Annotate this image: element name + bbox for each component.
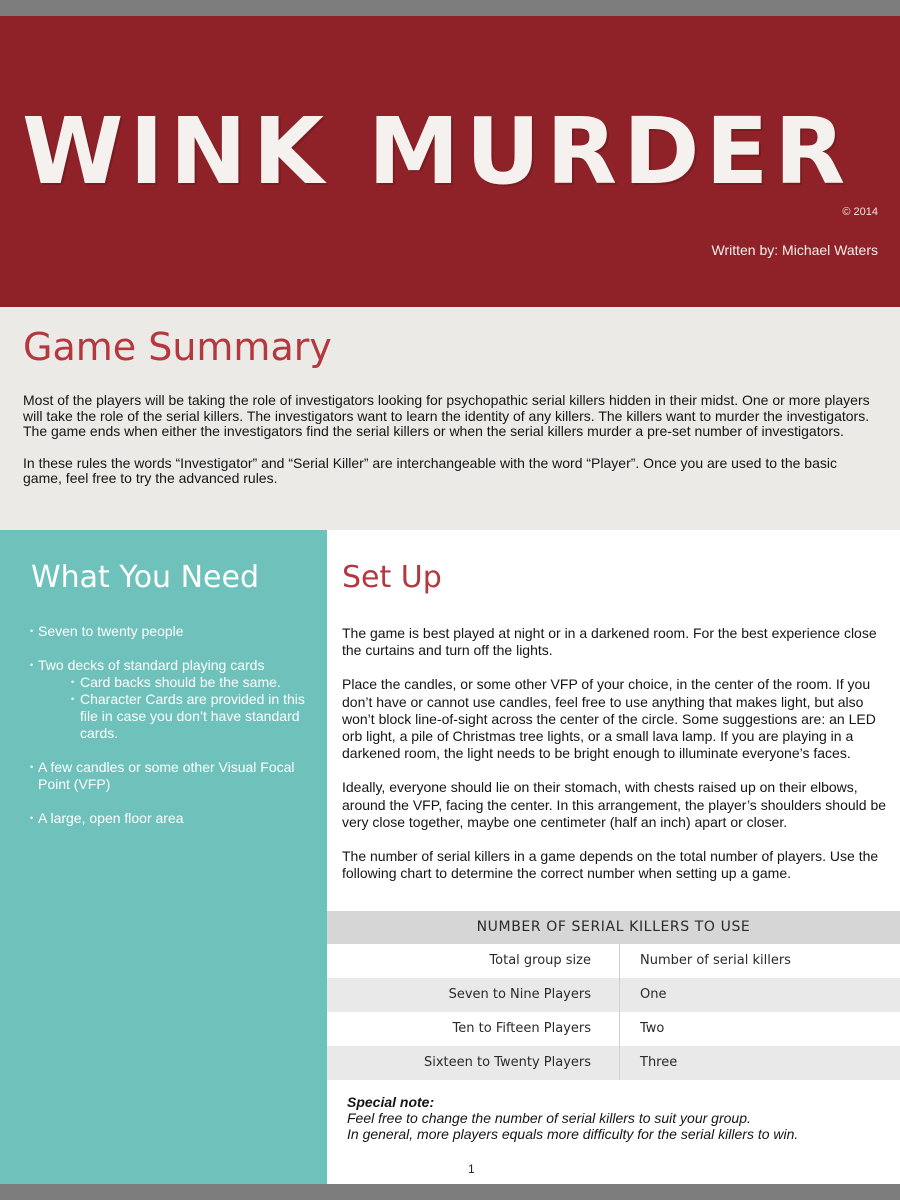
list-item: • A large, open floor area — [30, 810, 320, 827]
serial-killers-table — [327, 911, 900, 1080]
table-cell: Two — [640, 1021, 665, 1036]
table-title: NUMBER OF SERIAL KILLERS TO USE — [327, 911, 900, 944]
card-requirements-list — [38, 674, 320, 742]
table-cell: Sixteen to Twenty Players — [327, 1046, 620, 1080]
special-note-line: In general, more players equals more difficulty for the serial killers to win. — [347, 1126, 799, 1142]
what-you-need-heading: What You Need — [31, 560, 260, 595]
setup-paragraph: Ideally, everyone should lie on their stomach, with chests raised up on their elbows, around the VFP, facing the center. In this arrangement, the player’s shoulders should be very close together, maybe one centimeter (half an inch) apart or closer. — [342, 779, 887, 830]
page-number: 1 — [468, 1162, 475, 1176]
document-page — [0, 16, 900, 1184]
author-credit: Written by: Michael Waters — [711, 242, 878, 258]
title-banner — [0, 16, 900, 307]
summary-paragraph: Most of the players will be taking the role of investigators looking for psychopathic serial killers hidden in their midst. One or more players will take the role of the serial killers. The investigators want to learn the identity of any killers. The killers want to murder the investigators. The game ends when either the investigators find the serial killers or when the serial killers murder a pre-set number of investigators. — [23, 392, 870, 439]
setup-paragraph: Place the candles, or some other VFP of your choice, in the center of the room. If you don’t have or cannot use candles, feel free to use anything that makes light, but also won’t block line-of-sight across the center of the circle. Some suggestions are: an LED orb light, a pile of Christmas tree lights, or a small lava lamp. If you are playing in a darkened room, the light needs to be bright enough to illuminate everyone’s faces. — [342, 676, 876, 762]
table-cell: Three — [640, 1055, 678, 1070]
setup-paragraph: The number of serial killers in a game depends on the total number of players. Use the following chart to determine the correct number when setting up a game. — [342, 848, 879, 882]
what-you-need-section — [0, 530, 327, 1184]
list-item: • A few candles or some other Visual Focal Point (VFP) — [30, 759, 320, 793]
table-row — [327, 1046, 900, 1080]
table-cell: Total group size — [327, 944, 620, 978]
game-summary-section — [0, 307, 900, 530]
special-note: Special note: Feel free to change the number of serial killers to suit your group. In general, more players equals more difficulty for the serial killers to win. — [347, 1094, 887, 1142]
table-cell: One — [640, 987, 667, 1002]
special-note-label: Special note — [347, 1094, 430, 1110]
summary-paragraph: In these rules the words “Investigator” and “Serial Killer” are interchangeable with the word “Player”. Once you are used to the basic game, feel free to try the advanced rules. — [23, 454, 837, 486]
game-summary-body — [23, 393, 879, 503]
table-row — [327, 978, 900, 1012]
table-cell: Ten to Fifteen Players — [327, 1012, 620, 1046]
table-row — [327, 1012, 900, 1046]
table-cell: Number of serial killers — [640, 953, 791, 968]
sub-list-item: • Character Cards are provided in this file in case you don’t have standard cards. — [71, 691, 320, 742]
copyright-notice: © 2014 — [842, 206, 878, 218]
table-cell: Seven to Nine Players — [327, 978, 620, 1012]
set-up-section — [327, 530, 900, 1184]
set-up-heading: Set Up — [342, 560, 442, 595]
special-note-line: Feel free to change the number of serial killers to suit your group. — [347, 1110, 751, 1126]
set-up-body — [342, 625, 887, 899]
game-summary-heading: Game Summary — [23, 325, 332, 369]
list-item: • Two decks of standard playing cards • Card backs should be the same. • Character Cards are provided in this file in case you don’t have standard cards. — [30, 657, 320, 742]
sub-list-item: • Card backs should be the same. — [71, 674, 320, 691]
list-item: • Seven to twenty people — [30, 623, 320, 640]
needs-list — [30, 623, 320, 844]
game-title: WINK MURDER — [22, 98, 852, 205]
setup-paragraph: The game is best played at night or in a darkened room. For the best experience close the curtains and turn off the lights. — [342, 625, 877, 659]
table-header-row — [327, 944, 900, 978]
